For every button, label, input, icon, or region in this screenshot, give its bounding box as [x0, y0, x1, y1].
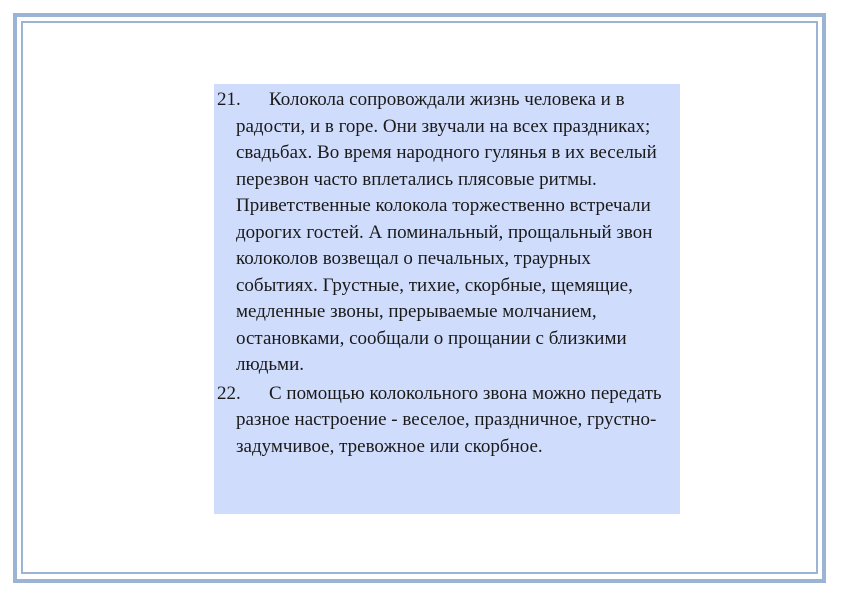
- list-item-text: Колокола сопровождали жизнь человека и в радости, и в горе. Они звучали на всех праздниках; свадьбах. Во время народного гулянья в их веселый перезвон часто вплетались плясовые ритмы. Приветственные колокола торжественно встречали дорогих гостей. А поминальный, прощальный звон колоколов возвещал о печальных, траурных событиях. Грустные, тихие, скорбные, щемящие, медленные звоны, прерываемые молчанием, остановками, сообщали о прощании с близкими людьми.: [236, 89, 657, 375]
- list-item-number: 22.: [217, 382, 241, 404]
- list-item-number: 21.: [217, 89, 241, 110]
- list-item-21: [217, 87, 676, 379]
- list-item-text: С помощью колокольного звона можно передать разное настроение - веселое, праздничное, грустно-задумчивое, тревожное или скорбное.: [236, 382, 662, 457]
- list-item-22: [217, 381, 676, 461]
- text-box: [214, 84, 680, 514]
